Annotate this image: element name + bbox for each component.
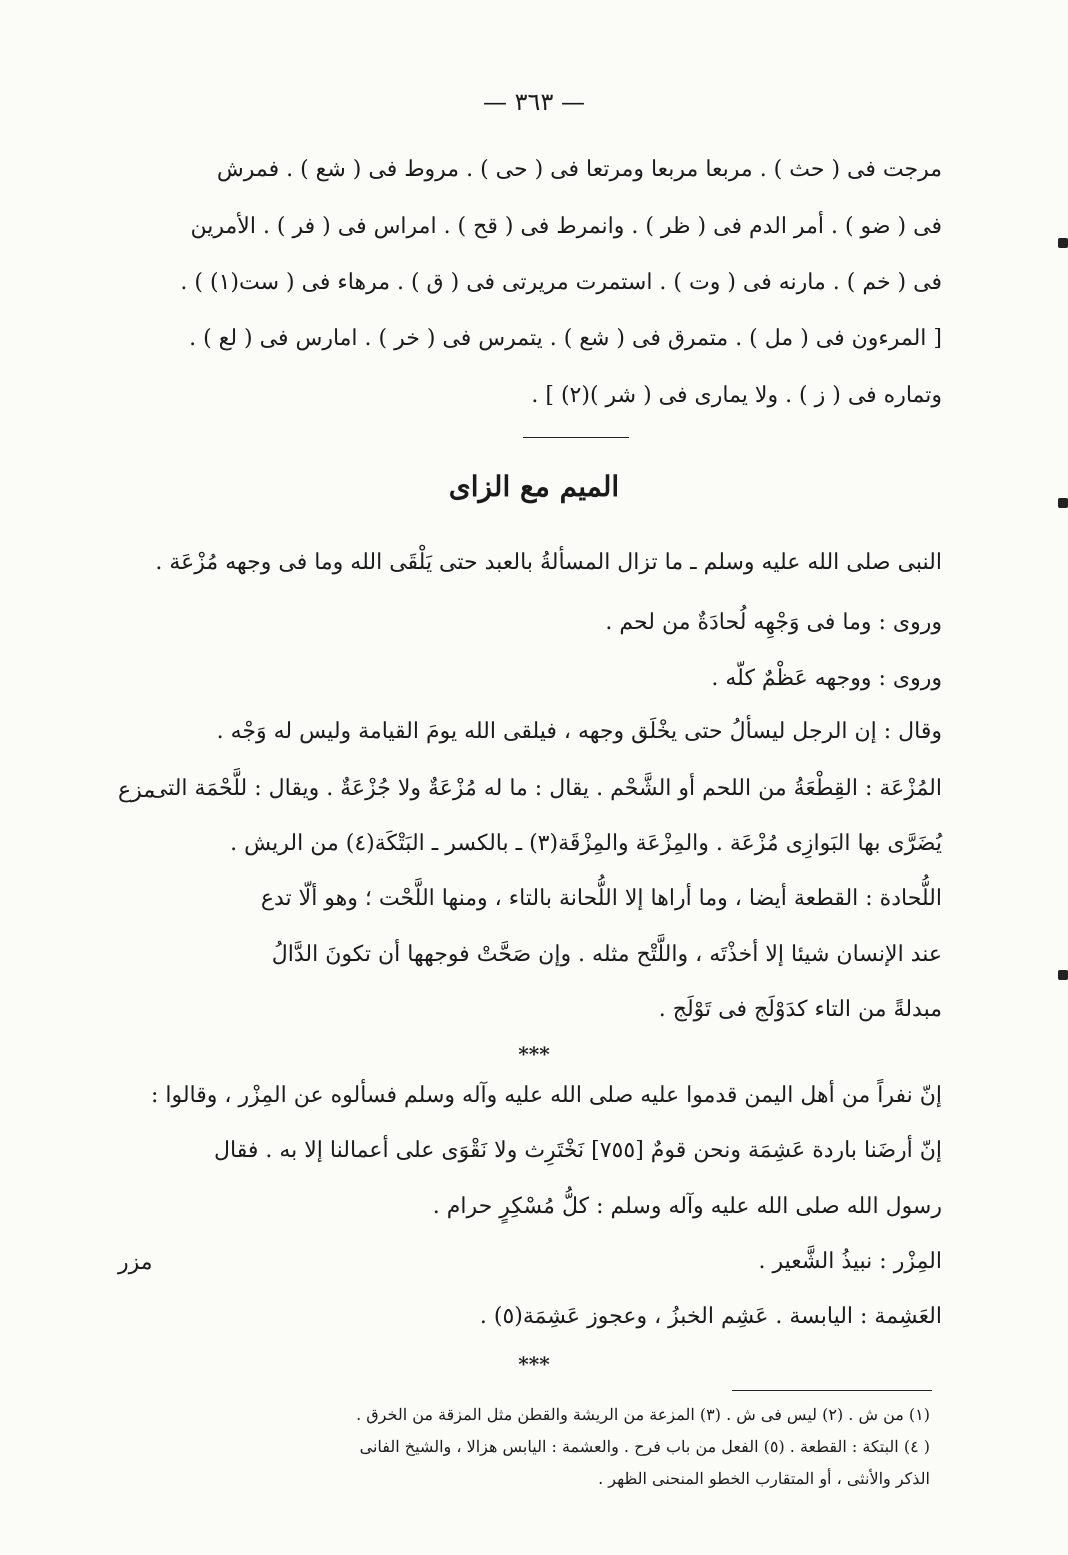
scan-edge-mark <box>1058 238 1068 248</box>
text-line: مرجت فى ( حث ) . مربعا مربعا ومرتعا فى ( حى ) . مروط فى ( شع ) . فمرش <box>216 157 942 182</box>
text-line: رسول الله صلى الله عليه وآله وسلم : كلُّ مُسْكِرٍ حرام . <box>432 1194 942 1219</box>
footnote-rule <box>732 1390 932 1391</box>
text-line: يُضَرَّى بها البَوازِى مُزْعَة . والمِزْعَة والمِزْقَة(٣) ـ بالكسر ـ البَتْكَة(٤) من الريش . <box>230 831 942 856</box>
text-line: [ المرءون فى ( مل ) . متمرق فى ( شع ) . يتمرس فى ( خر ) . امارس فى ( لع ) . <box>189 326 942 351</box>
text-line: إنّ نفراً من أهل اليمن قدموا عليه صلى الله عليه وآله وسلم فسألوه عن المِزْر ، وقالوا : <box>150 1083 942 1108</box>
footnote-line: الذكر والأنثى ، أو المتقارب الخطو المنحنى الظهر . <box>598 1469 930 1488</box>
text-line: فى ( خم ) . مارنه فى ( وت ) . استمرت مريرتى فى ( ق ) . مرهاء فى ( ست(١) ) . <box>180 270 942 295</box>
margin-label-mz3: مزع <box>118 778 156 803</box>
section-title: الميم مع الزاى <box>448 470 620 503</box>
text-line: عند الإنسان شيئا إلا أخذْتَه ، واللَّتْح مثله . وإن صَحَّتْ فوجهها أن تكونَ الدَّالُ <box>271 942 942 967</box>
divider <box>523 437 629 438</box>
margin-label-mzr: مزر <box>118 1250 153 1275</box>
text-line: النبى صلى الله عليه وسلم ـ ما تزال المسألةُ بالعبد حتى يَلْقَى الله وما فى وجهه مُزْعَة . <box>155 550 942 575</box>
text-line: وروى : ووجهه عَظْمٌ كلّه . <box>711 666 942 691</box>
page-number: — ٣٦٣ — <box>483 88 585 116</box>
text-line: إنّ أرضَنا باردة عَشِمَة ونحن قومٌ [٧٥٥] نَخْتَرِث ولا نَقْوَى على أعمالنا إلا به . فقال <box>214 1138 942 1163</box>
section-separator: *** <box>518 1352 550 1376</box>
text-line: وتماره فى ( ز ) . ولا يمارى فى ( شر )(٢) ] . <box>531 383 942 408</box>
footnote-line: (١) من ش . (٢) ليس فى ش . (٣) المزعة من الريشة والقطن مثل المزقة من الخرق . <box>356 1405 930 1424</box>
text-line: وروى : وما فى وَجْهِه لُحادَةٌ من لحم . <box>605 610 942 635</box>
text-line: فى ( ضو ) . أمر الدم فى ( ظر ) . وانمرط فى ( قح ) . امراس فى ( فر ) . الأمرين <box>190 214 942 239</box>
text-line: المِزْر : نبيذُ الشَّعير . <box>758 1249 942 1274</box>
section-separator: *** <box>518 1042 550 1066</box>
scan-edge-mark <box>1058 970 1068 980</box>
text-line: المُزْعَة : القِطْعَةُ من اللحم أو الشَّحْم . يقال : ما له مُزْعَةٌ ولا جُزْعَةٌ . ويقال : للَّحْمَة التى <box>149 776 942 801</box>
text-line: اللُّحادة : القطعة أيضا ، وما أراها إلا اللُّحانة بالتاء ، ومنها اللَّحْت ؛ وهو ألّا تدع <box>260 886 942 911</box>
text-line: العَشِمة : اليابسة . عَشِم الخبزُ ، وعجوز عَشِمَة(٥) . <box>479 1304 942 1329</box>
text-line: مبدلةً من التاء كدَوْلَج فى تَوْلَج . <box>658 997 942 1022</box>
scan-edge-mark <box>1058 498 1068 508</box>
footnote-line: ( ٤) البتكة : القطعة . (٥) الفعل من باب فرح . والعشمة : اليابس هزالا ، والشيخ الفانى <box>359 1437 930 1456</box>
text-line: وقال : إن الرجل ليسألُ حتى يخْلَق وجهه ، فيلقى الله يومَ القيامة وليس له وَجْه . <box>216 719 942 744</box>
